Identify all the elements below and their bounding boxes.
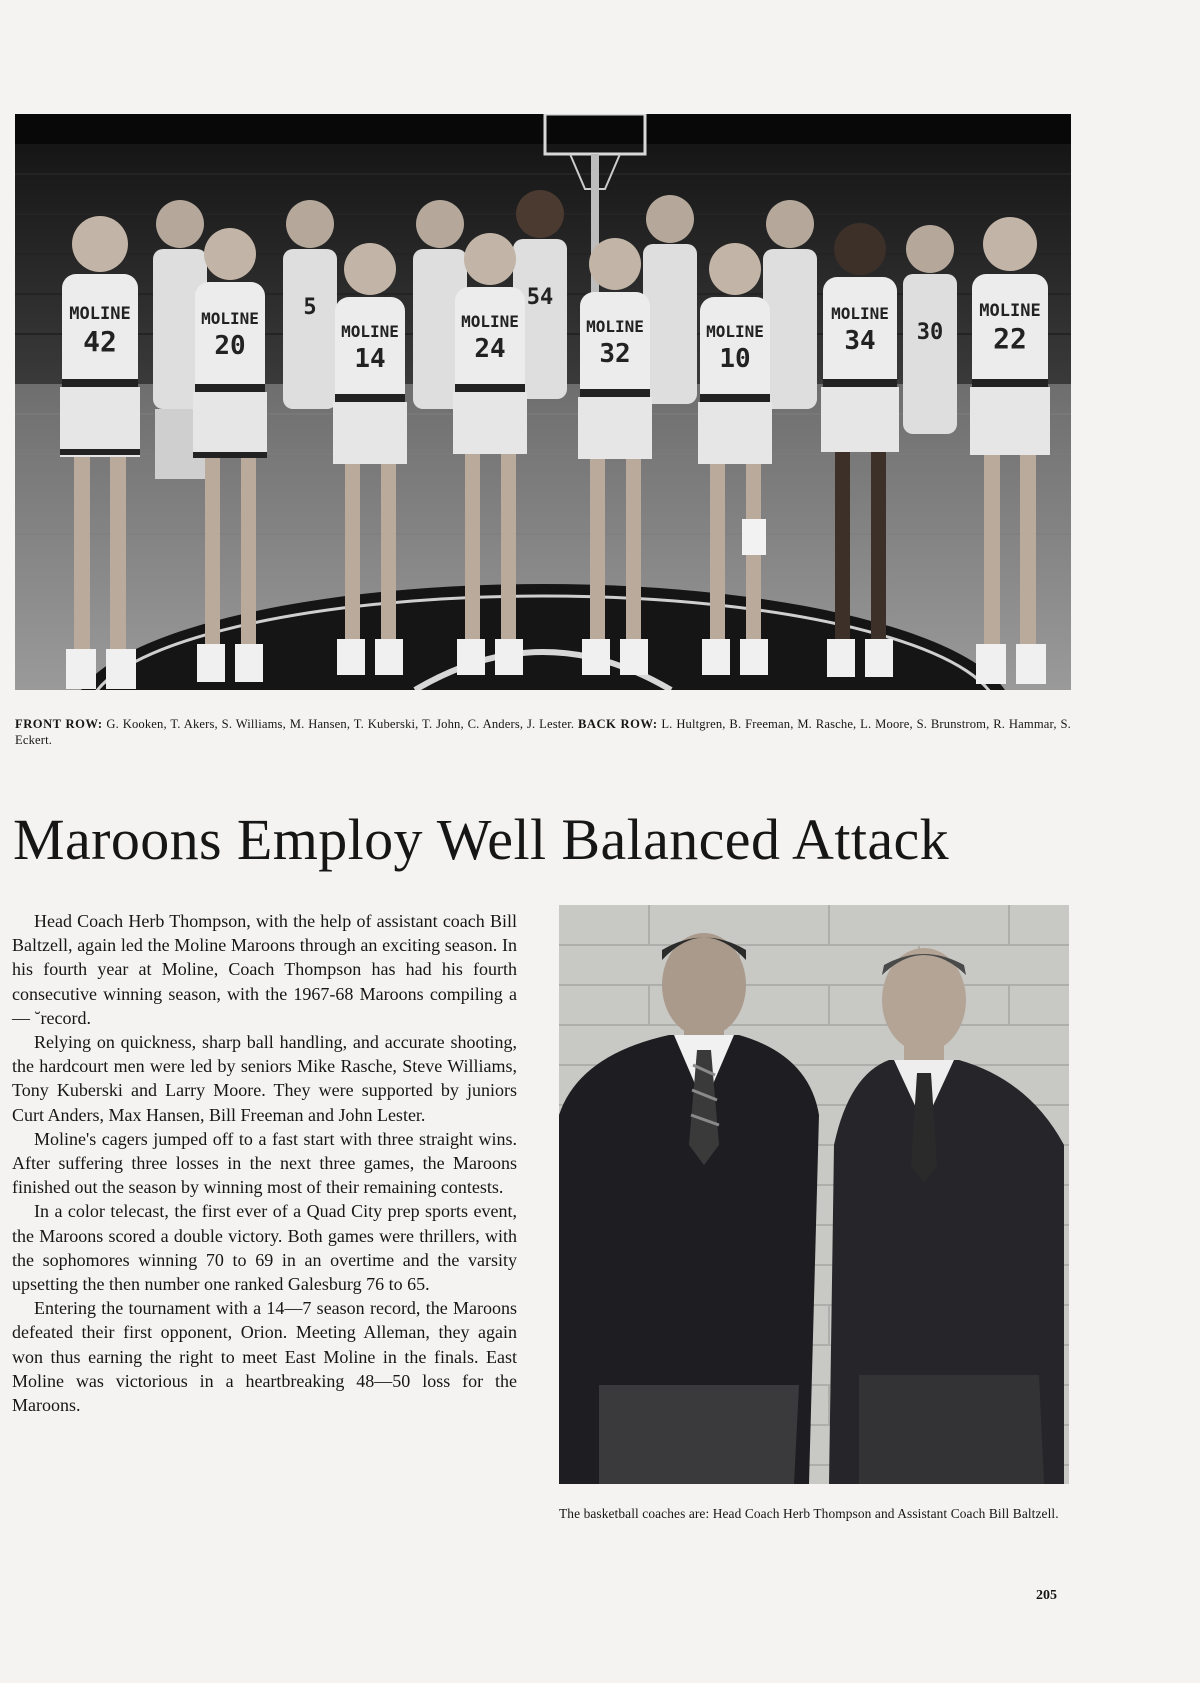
jersey-number: 34 [844, 326, 876, 356]
jersey-text: MOLINE [461, 312, 519, 331]
jersey-text: MOLINE [341, 322, 399, 341]
jersey-number: 10 [719, 344, 751, 374]
jersey-number: 32 [599, 339, 631, 369]
back-row-names: L. Hultgren, B. Freeman, M. Rasche, L. Moore, S. Brunstrom, R. Hammar, S. Eckert. [15, 717, 1071, 747]
jersey-number: 24 [474, 334, 506, 364]
coaches-photo-caption: The basketball coaches are: Head Coach Herb Thompson and Assistant Coach Bill Baltzell. [559, 1506, 1059, 1521]
coaches-photo [559, 905, 1069, 1484]
jersey-number: 5 [303, 295, 317, 320]
article-paragraph: Entering the tournament with a 14—7 season record, the Maroons defeated their first opponent, Orion. Meeting Alleman, they again won thus earning the right to meet East Moline in the finals. East Moline was victorious in a heartbreaking 48—50 loss for the Maroons. [12, 1298, 517, 1416]
jersey-text: MOLINE [831, 304, 889, 323]
jersey-text: MOLINE [69, 304, 131, 324]
article-paragraph: In a color telecast, the first ever of a Quad City prep sports event, the Maroons scored a double victory. Both games were thrillers, with the sophomores winning 70 to 69 in an overtime and the varsity upsetting the then number one ranked Galesburg 76 to 65. [12, 1201, 517, 1295]
jersey-text: MOLINE [706, 322, 764, 341]
team-photo [15, 114, 1071, 690]
jersey-text: MOLINE [586, 317, 644, 336]
jersey-number: 42 [83, 325, 117, 358]
page-title: Maroons Employ Well Balanced Attack [13, 807, 950, 872]
jersey-number: 22 [993, 322, 1027, 355]
front-row-names: G. Kooken, T. Akers, S. Williams, M. Hansen, T. Kuberski, T. John, C. Anders, J. Lester. [106, 717, 575, 731]
jersey-text: MOLINE [979, 301, 1041, 321]
article-paragraph: Relying on quickness, sharp ball handling, and accurate shooting, the hardcourt men were led by seniors Mike Rasche, Steve Williams, Tony Kuberski and Larry Moore. They were supported by juniors Curt Anders, Max Hansen, Bill Freeman and John Lester. [12, 1032, 517, 1125]
article-paragraph: Head Coach Herb Thompson, with the help of assistant coach Bill Baltzell, again led the Moline Maroons through an exciting season. In his fourth year at Moline, Coach Thompson has had his fourth consecutive winning season, with the 1967-68 Maroons compiling a — ˘record. [12, 911, 517, 1028]
jersey-text: MOLINE [201, 309, 259, 328]
jersey-number: 30 [916, 320, 944, 345]
jersey-number: 54 [526, 285, 554, 310]
page-number: 205 [1036, 1588, 1057, 1603]
team-photo-caption [15, 716, 1071, 748]
back-row-label: BACK ROW: [577, 717, 658, 731]
jersey-number: 14 [354, 344, 386, 374]
article-paragraph: Moline's cagers jumped off to a fast start with three straight wins. After suffering three losses in the next three games, the Maroons finished out the season by winning most of their remaining contests. [12, 1128, 517, 1198]
jersey-number: 20 [214, 331, 246, 361]
article-body [12, 909, 517, 1417]
front-row-label: FRONT ROW: [15, 717, 103, 731]
